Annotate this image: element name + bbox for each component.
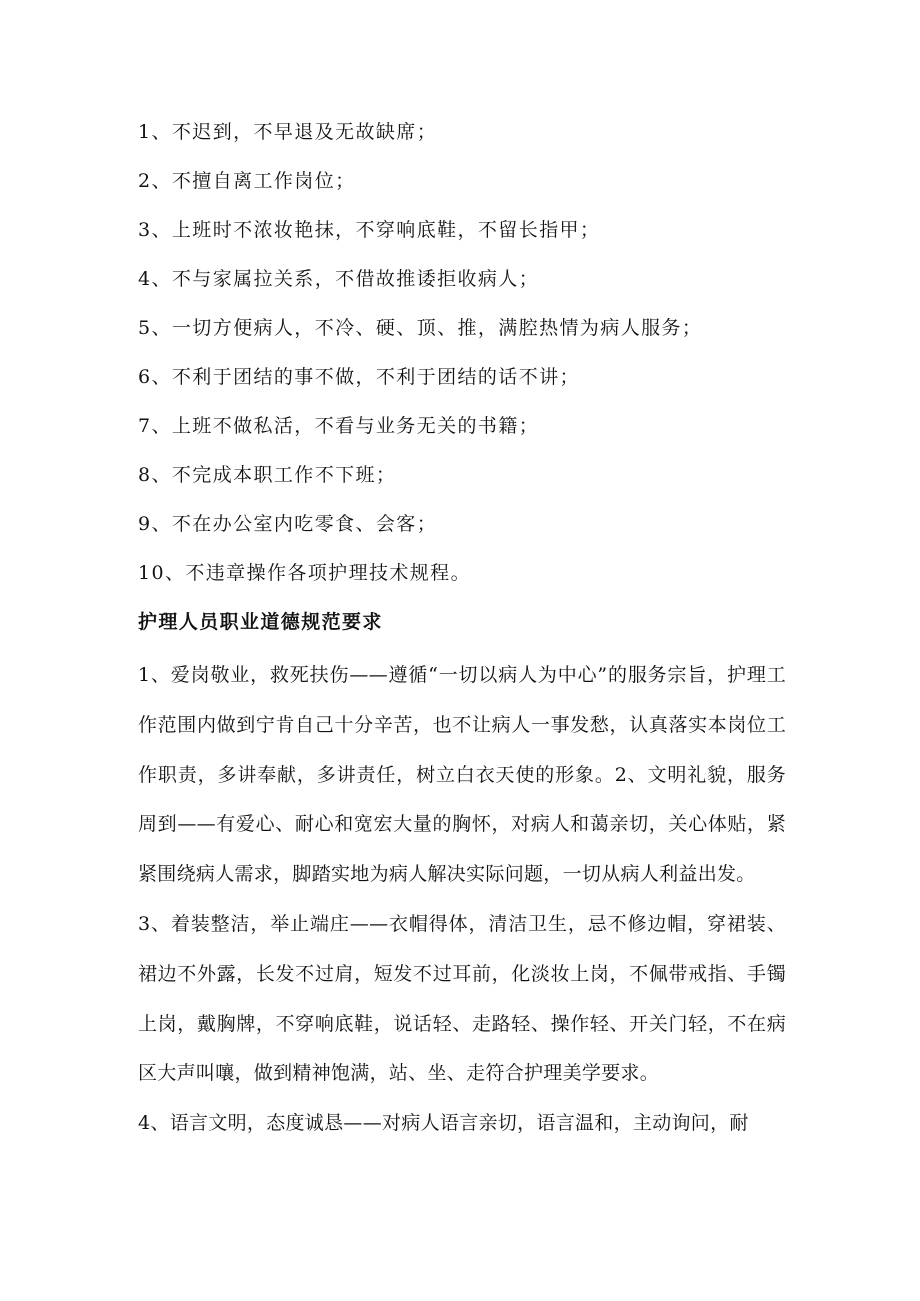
rule-item-6: 6、不利于团结的事不做，不利于团结的话不讲； — [138, 366, 580, 388]
rule-item-7: 7、上班不做私活，不看与业务无关的书籍； — [138, 415, 540, 437]
paragraph-4: 4、语言文明，态度诚恳——对病人语言亲切，语言温和，主动询问，耐 — [138, 1112, 749, 1135]
section-title: 护理人员职业道德规范要求 — [138, 611, 383, 633]
rule-item-3: 3、上班时不浓妆艳抹，不穿响底鞋，不留长指甲； — [138, 219, 601, 241]
rule-item-9: 9、不在办公室内吃零食、会客； — [138, 513, 438, 535]
rule-item-2: 2、不擅自离工作岗位； — [138, 170, 356, 192]
rule-item-4: 4、不与家属拉关系，不借故推诿拒收病人； — [138, 268, 540, 290]
rule-item-1: 1、不迟到，不早退及无故缺席； — [138, 121, 438, 143]
document-page — [138, 112, 786, 1149]
rule-item-10: 10、不违章操作各项护理技术规程。 — [138, 562, 471, 584]
rule-item-8: 8、不完成本职工作不下班； — [138, 464, 397, 486]
rule-item-5: 5、一切方便病人，不冷、硬、顶、推，满腔热情为病人服务； — [138, 317, 703, 339]
paragraph-1: 1、爱岗敬业，救死扶伤——遵循“一切以病人为中心”的服务宗旨，护理工作范围内做到宁肯自己十分辛苦，也不让病人一事发愁，认真落实本岗位工作职责，多讲奉献，多讲责任，树立白衣天使的形象。2、文明礼貌，服务周到——有爱心、耐心和宽宏大量的胸怀，对病人和蔼亲切，关心体贴，紧紧围绕病人需求，脚踏实地为病人解决实际问题，一切从病人利益出发。 — [138, 664, 786, 886]
paragraph-3: 3、着装整洁，举止端庄——衣帽得体，清洁卫生，忌不修边帽，穿裙装、裙边不外露，长发不过肩，短发不过耳前，化淡妆上岗，不佩带戒指、手镯上岗，戴胸牌，不穿响底鞋，说话轻、走路轻、操作轻、开关门轻，不在病区大声叫嚷，做到精神饱满，站、坐、走符合护理美学要求。 — [138, 912, 786, 1085]
